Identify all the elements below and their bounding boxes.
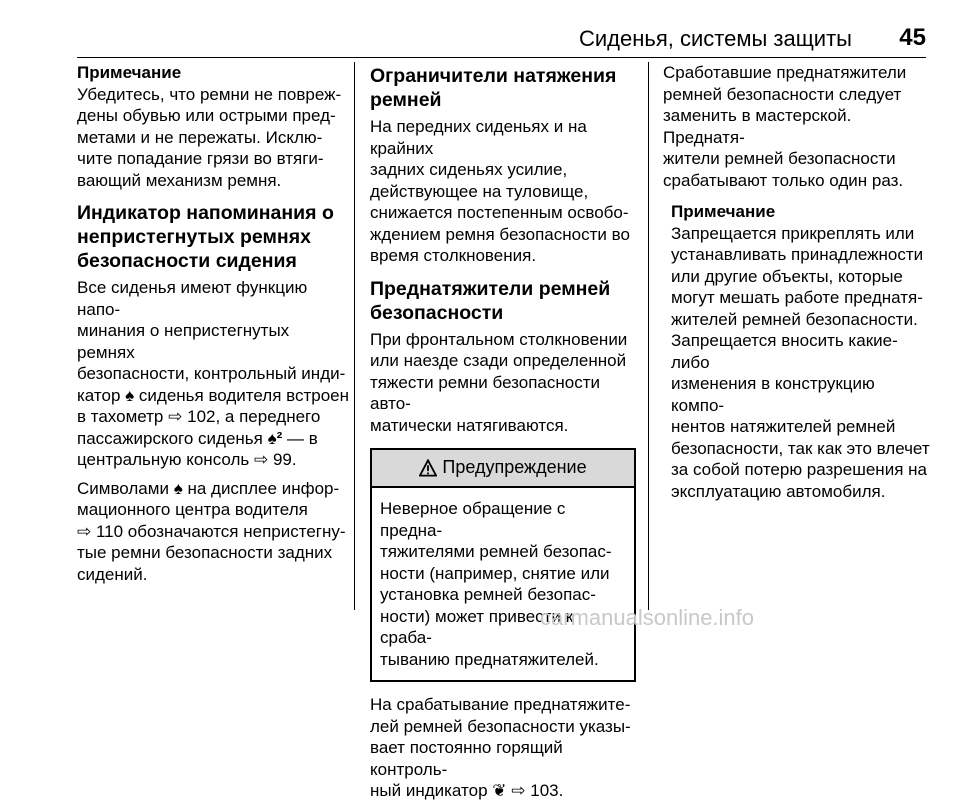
paragraph: На передних сиденьях и на крайних задних сиденьях усилие, действующее на туловище, снижается постепенным освобо- ждением ремня безопасности во время столкновения. (370, 117, 630, 265)
warning-triangle-icon (419, 459, 437, 477)
watermark: carmanualsonline.info (540, 605, 755, 630)
page-ref-arrow-icon: ⇨ (511, 781, 526, 800)
note-line: дены обувью или острыми пред- (77, 106, 336, 125)
note-title: Примечание (77, 63, 182, 82)
page-number: 45 (899, 24, 926, 51)
warning-body: Неверное обращение с предна- тяжителями ремней безопас- ности (например, снятие или установка ремней безопас- ности) может привести к сраба- тыванию преднатяжителей. (380, 499, 612, 669)
warning-title: Предупреждение (442, 457, 587, 478)
paragraph: При фронтальном столкновении или наезде сзади определенной тяжести ремни безопасности авто- матически натягиваются. (370, 329, 628, 435)
seatbelt-icon: ♠ (125, 385, 135, 405)
paragraph: Сработавшие преднатяжители ремней безопасности следует заменить в мастерской. Преднатя- жители ремней безопасности срабатывают только один раз. (663, 63, 907, 190)
header-rule (77, 57, 926, 58)
page-ref-arrow-icon: ⇨ (77, 521, 92, 541)
column-2 (370, 62, 636, 802)
section-heading-pretensioners: Преднатяжители ремней безопасности (370, 277, 611, 324)
note-line: Убедитесь, что ремни не повреж- (77, 84, 342, 104)
note-line: вающий механизм ремня. (77, 170, 282, 190)
pretensioner-indicator-icon: ❦ (492, 781, 507, 800)
section-heading-load-limiters: Ограничители натяжения ремней (370, 65, 617, 111)
column-1 (77, 62, 349, 585)
page-header (0, 0, 960, 58)
column-divider-1 (354, 62, 355, 610)
note-line: чите попадание грязи во втяги- (77, 149, 324, 168)
page-ref-arrow-icon: ⇨ (253, 450, 269, 469)
passenger-seatbelt-icon: ♠² (267, 428, 283, 448)
paragraph: На срабатывание преднатяжите- лей ремней безопасности указы- вает постоянно горящий контроль- ный индикатор ❦ ⇨ 103. (370, 695, 631, 800)
page-ref-arrow-icon: ⇨ (168, 407, 183, 426)
paragraph: Все сиденья имеют функцию напо- минания о непристегнутых ремнях безопасности, контрольный инди- катор ♠ сиденья водителя встроен в тахометр ⇨ 102, а переднего пассажирского сиденья ♠² — в центральную консоль ⇨ 99. (77, 278, 349, 469)
note-line: метами и не пережаты. Исклю- (77, 127, 323, 147)
seatbelt-icon: ♠ (173, 478, 183, 498)
note-block (77, 62, 349, 191)
section-heading-seatbelt-reminder: Индикатор напоминания о непристегнутых ремнях безопасности сидения (77, 202, 334, 272)
note-block: Примечание Запрещается прикреплять или устанавливать принадлежности или другие объекты, которые могут мешать работе преднатя- жителей ремней безопасности. Запрещается вносить какие-либо изменения в конструкцию компо- нентов натяжителей ремней безопасности, так как это влечет за собой потерю разрешения на эксплуатацию автомобиля. (671, 202, 930, 501)
header-title: Сиденья, системы защиты (578, 26, 852, 51)
paragraph: Символами ♠ на дисплее инфор- мационного центра водителя ⇨ 110 обозначаются непристегну- тые ремни безопасности задних сидений. (77, 478, 346, 584)
note-title: Примечание (671, 202, 776, 221)
column-3 (663, 62, 931, 502)
warning-header (372, 450, 634, 488)
column-divider-2 (648, 62, 649, 610)
warning-box (370, 448, 636, 682)
